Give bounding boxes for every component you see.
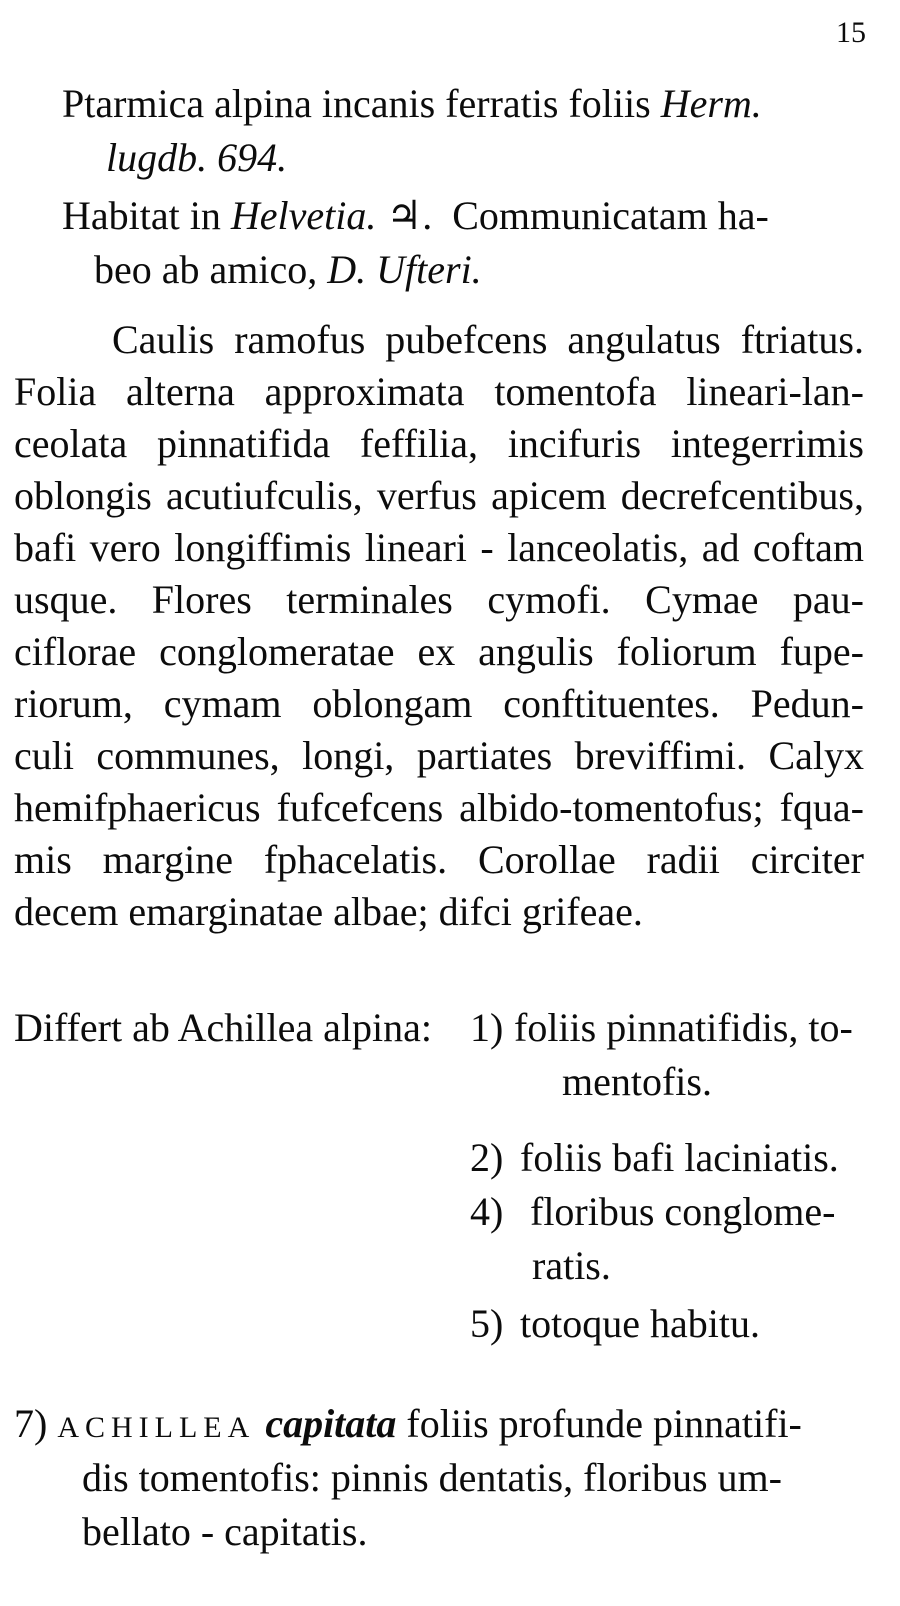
description-line: Caulis ramofus pubefcens angulatus ftriatus. [112,317,864,362]
collector-name: D. Ufteri. [327,247,482,292]
synonym-author: Herm. [660,81,762,126]
synonym-text: Ptarmica alpina incanis ferratis foliis [62,81,661,126]
description-line: ciflorae conglomeratae ex angulis foliorum fupe- [14,629,864,674]
habitat-line2-prefix: beo ab amico, [94,247,328,292]
synonym-reference: lugdb. 694. [106,135,288,180]
description-line: ceolata pinnatifida feffilia, incifuris integerrimis [14,421,864,466]
difference-number: 5) [470,1301,504,1346]
difference-number: 1) [470,1005,504,1050]
difference-text: ratis. [532,1243,611,1288]
difference-number: 4) [470,1189,504,1234]
description-line: riorum, cymam oblongam conftituentes. Pedun- [14,681,864,726]
description-line: usque. Flores terminales cymofi. Cymae pau- [14,577,864,622]
species-line-2: dis tomentofis: pinnis dentatis, floribus um- [82,1455,782,1500]
habitat-place: Helvetia. [230,193,377,238]
habitat-rest: Communicatam ha- [452,193,769,238]
description-line: oblongis acutiufculis, verfus apicem decrefcentibus, [14,473,864,518]
species-line-1 [14,1400,802,1452]
species-genus: ACHILLEA [57,1411,256,1444]
page-number: 15 [836,16,866,49]
difference-text: mentofis. [562,1059,712,1104]
species-number: 7) [14,1401,48,1446]
synonym-line-2 [106,134,287,182]
difference-text: floribus conglome- [530,1189,836,1234]
habitat-prefix: Habitat in [62,193,231,238]
difference-text: foliis bafi laciniatis. [520,1135,839,1180]
description-line: hemifphaericus fufcefcens albido-tomentofus; fqua- [14,785,864,830]
description-line: decem emarginatae albae; difci grifeae. [14,889,643,934]
species-epithet: capitata [265,1401,397,1446]
difference-text: foliis pinnatifidis, to- [514,1005,853,1050]
perennial-symbol: ♃. [386,193,433,238]
description-line: culi communes, longi, partiates breviffimi. Calyx [14,733,864,778]
habitat-line-2 [94,246,482,294]
description-line: mis margine fphacelatis. Corollae radii circiter [14,837,864,882]
species-line-3: bellato - capitatis. [82,1509,368,1554]
synonym-line-1 [62,80,762,128]
differences-intro: Differt ab Achillea alpina: [14,1005,432,1050]
description-line: bafi vero longiffimis lineari - lanceolatis, ad coftam [14,525,864,570]
difference-number: 2) [470,1135,504,1180]
description-line: Folia alterna approximata tomentofa lineari-lan- [14,369,864,414]
difference-text: totoque habitu. [520,1301,760,1346]
habitat-line-1 [62,192,769,240]
species-diagnosis-1: foliis profunde pinnatifi- [406,1401,802,1446]
